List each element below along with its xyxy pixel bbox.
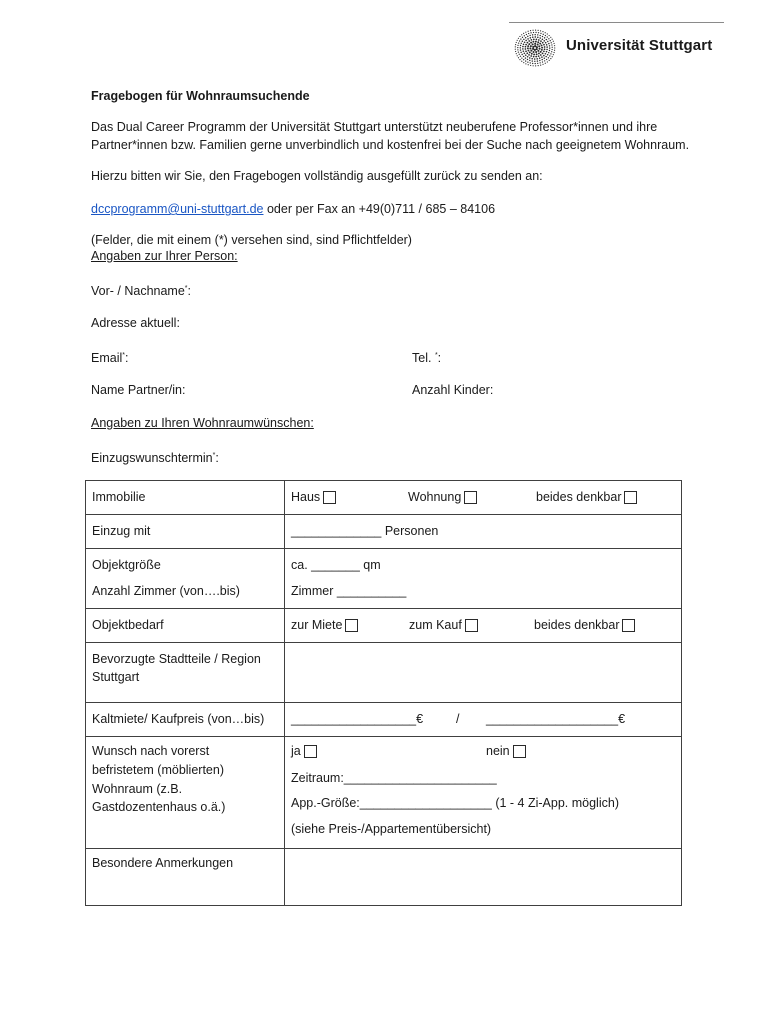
row-label: Wunsch nach vorerst bbox=[92, 744, 210, 758]
checkbox-wohnung[interactable] bbox=[464, 491, 477, 504]
email-label: Email*: bbox=[91, 351, 129, 365]
required-note: (Felder, die mit einem (*) versehen sind, sind Pflichtfelder) bbox=[91, 233, 412, 247]
row-label: Gastdozentenhaus o.ä.) bbox=[92, 800, 226, 814]
table-row bbox=[86, 549, 682, 609]
section-heading-wishes: Angaben zu Ihren Wohnraumwünschen: bbox=[91, 416, 314, 430]
row-label: Objektgröße bbox=[92, 558, 161, 572]
email-link[interactable]: dccprogramm@uni-stuttgart.de bbox=[91, 202, 264, 216]
price-separator: / bbox=[456, 712, 460, 726]
table-row bbox=[86, 643, 682, 703]
row-label: Stuttgart bbox=[92, 670, 140, 684]
checkbox-ja[interactable] bbox=[304, 745, 317, 758]
children-label: Anzahl Kinder: bbox=[412, 383, 494, 397]
row-label: Objektbedarf bbox=[92, 618, 164, 632]
address-label: Adresse aktuell: bbox=[91, 316, 180, 330]
period-field[interactable]: Zeitraum:______________________ bbox=[291, 771, 497, 785]
university-logo-icon bbox=[512, 27, 558, 69]
checkbox-miete[interactable] bbox=[345, 619, 358, 632]
row-label: Wohnraum (z.B. bbox=[92, 782, 183, 796]
checkbox-kauf[interactable] bbox=[465, 619, 478, 632]
section-heading-person: Angaben zur Ihrer Person: bbox=[91, 249, 238, 263]
contact-line bbox=[91, 201, 495, 217]
wishes-table bbox=[85, 480, 682, 906]
rooms-field[interactable]: Zimmer __________ bbox=[291, 584, 407, 598]
row-label: Einzug mit bbox=[92, 524, 151, 538]
request-text: Hierzu bitten wir Sie, den Fragebogen vollständig ausgefüllt zurück zu senden an: bbox=[91, 169, 543, 183]
checkbox-haus[interactable] bbox=[323, 491, 336, 504]
table-row bbox=[86, 849, 682, 906]
partner-label: Name Partner/in: bbox=[91, 383, 186, 397]
persons-field[interactable]: _____________ Personen bbox=[291, 524, 439, 538]
row-label: Besondere Anmerkungen bbox=[92, 856, 234, 870]
table-row: Immobilie Haus Wohnung beides denkbar bbox=[86, 481, 682, 515]
intro-line-1: Das Dual Career Programm der Universität Stuttgart unterstützt neuberufene Professor*innen und ihre bbox=[91, 120, 658, 134]
row-label: befristetem (möblierten) bbox=[92, 763, 224, 777]
remarks-field[interactable] bbox=[285, 849, 682, 906]
intro-line-2: Partner*innen bzw. Familien gerne unverbindlich und kostenfrei bei der Suche nach geeignetem Wohnraum. bbox=[91, 138, 690, 152]
price-to-field[interactable]: ___________________€ bbox=[486, 712, 626, 726]
row-label: Kaltmiete/ Kaufpreis (von…bis) bbox=[92, 712, 265, 726]
apartment-size-field[interactable]: App.-Größe:___________________ (1 - 4 Zi-App. möglich) bbox=[291, 796, 619, 810]
row-label: Anzahl Zimmer (von….bis) bbox=[92, 584, 240, 598]
table-row bbox=[86, 515, 682, 549]
checkbox-beides-immobilie[interactable] bbox=[624, 491, 637, 504]
move-in-label: Einzugswunschtermin*: bbox=[91, 451, 219, 465]
page-title: Fragebogen für Wohnraumsuchende bbox=[91, 89, 310, 103]
price-from-field[interactable]: __________________€ bbox=[291, 712, 424, 726]
checkbox-nein[interactable] bbox=[513, 745, 526, 758]
university-name: Universität Stuttgart bbox=[566, 37, 713, 54]
fax-text: oder per Fax an +49(0)711 / 685 – 84106 bbox=[263, 202, 496, 216]
checkbox-beides-bedarf[interactable] bbox=[622, 619, 635, 632]
table-row: Objektbedarf zur Miete zum Kauf beides denkbar bbox=[86, 609, 682, 643]
overview-hint: (siehe Preis-/Appartementübersicht) bbox=[291, 822, 492, 836]
size-field[interactable]: ca. _______ qm bbox=[291, 558, 381, 572]
row-label: Bevorzugte Stadtteile / Region bbox=[92, 652, 261, 666]
name-label: Vor- / Nachname*: bbox=[91, 284, 192, 298]
phone-label: Tel. *: bbox=[412, 351, 442, 365]
row-label: Immobilie bbox=[86, 481, 285, 515]
header-rule bbox=[509, 22, 724, 23]
districts-field[interactable] bbox=[285, 643, 682, 703]
table-row: Wunsch nach vorerst befristetem (möblierten) Wohnraum (z.B. Gastdozentenhaus o.ä.) ja nein Zeitraum:______________________ App.-Größe:___________________ (1 - 4 Zi-App. möglich) (siehe Preis-/Appartementübersicht) bbox=[86, 737, 682, 849]
table-row bbox=[86, 703, 682, 737]
